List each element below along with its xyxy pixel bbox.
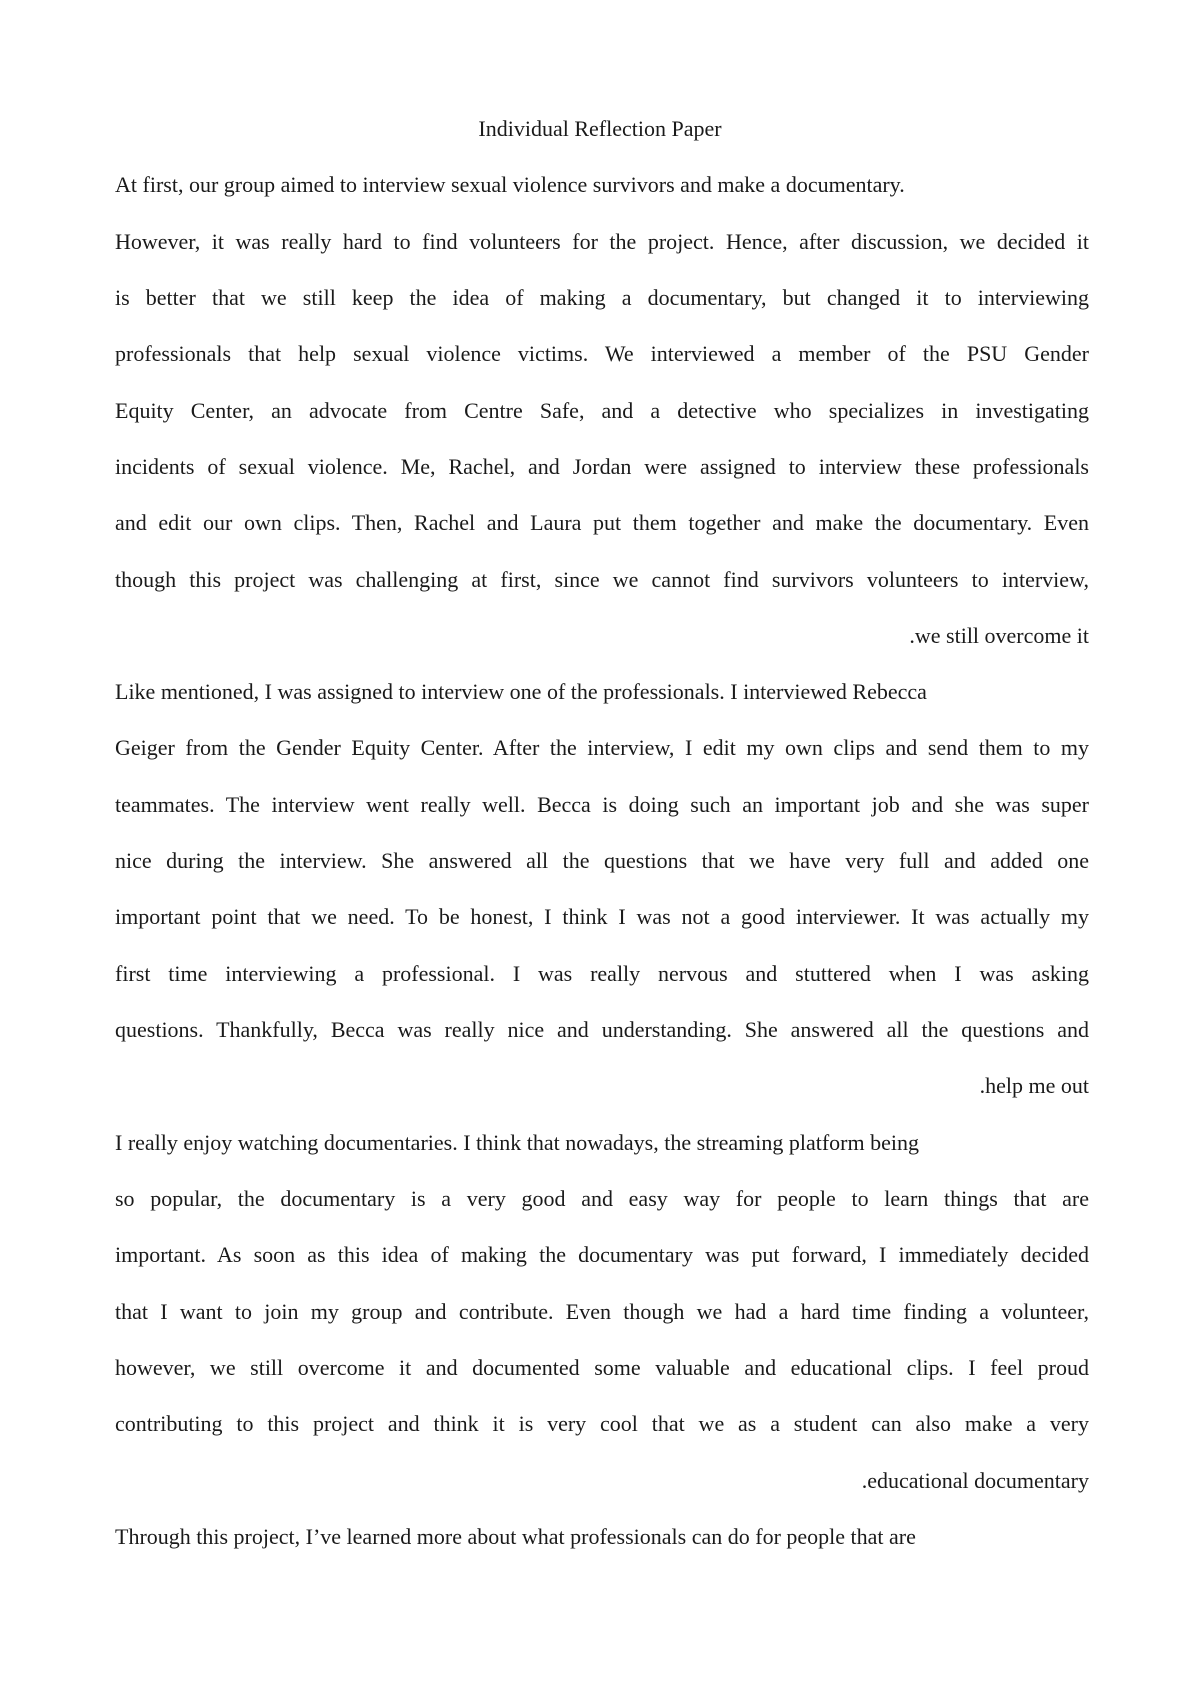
text-line: though this project was challenging at first, since we cannot find survivors volunteers to interview, <box>115 567 1089 592</box>
text-line: important. As soon as this idea of making the documentary was put forward, I immediately decided <box>115 1242 1089 1267</box>
text-line: However, it was really hard to find volunteers for the project. Hence, after discussion, we decided it <box>115 229 1089 254</box>
text-line: important point that we need. To be honest, I think I was not a good interviewer. It was actually my <box>115 904 1089 929</box>
text-line: .we still overcome it <box>909 623 1089 648</box>
text-line: .educational documentary <box>861 1468 1089 1493</box>
text-line: professionals that help sexual violence victims. We interviewed a member of the PSU Gender <box>115 341 1089 366</box>
text-line: Geiger from the Gender Equity Center. After the interview, I edit my own clips and send them to my <box>115 735 1089 760</box>
text-line: .help me out <box>979 1073 1089 1098</box>
text-line: is better that we still keep the idea of making a documentary, but changed it to interviewing <box>115 285 1089 310</box>
text-line: contributing to this project and think it is very cool that we as a student can also make a very <box>115 1411 1089 1436</box>
text-line: however, we still overcome it and documented some valuable and educational clips. I feel proud <box>115 1355 1089 1380</box>
text-line: nice during the interview. She answered all the questions that we have very full and added one <box>115 848 1089 873</box>
page-title: Individual Reflection Paper <box>478 116 722 141</box>
text-line: so popular, the documentary is a very good and easy way for people to learn things that are <box>115 1186 1089 1211</box>
text-line: Through this project, I’ve learned more about what professionals can do for people that are <box>115 1524 916 1549</box>
text-line: teammates. The interview went really well. Becca is doing such an important job and she was super <box>115 792 1089 817</box>
text-line: that I want to join my group and contribute. Even though we had a hard time finding a volunteer, <box>115 1299 1089 1324</box>
text-line: first time interviewing a professional. I was really nervous and stuttered when I was asking <box>115 961 1089 986</box>
text-line: Equity Center, an advocate from Centre Safe, and a detective who specializes in investigating <box>115 398 1089 423</box>
text-line: incidents of sexual violence. Me, Rachel, and Jordan were assigned to interview these professionals <box>115 454 1089 479</box>
text-line: questions. Thankfully, Becca was really nice and understanding. She answered all the questions and <box>115 1017 1089 1042</box>
text-line: Like mentioned, I was assigned to interview one of the professionals. I interviewed Rebecca <box>115 679 927 704</box>
text-line: I really enjoy watching documentaries. I think that nowadays, the streaming platform being <box>115 1130 919 1155</box>
text-line: and edit our own clips. Then, Rachel and Laura put them together and make the documentary. Even <box>115 510 1089 535</box>
text-line: At first, our group aimed to interview sexual violence survivors and make a documentary. <box>115 172 905 197</box>
